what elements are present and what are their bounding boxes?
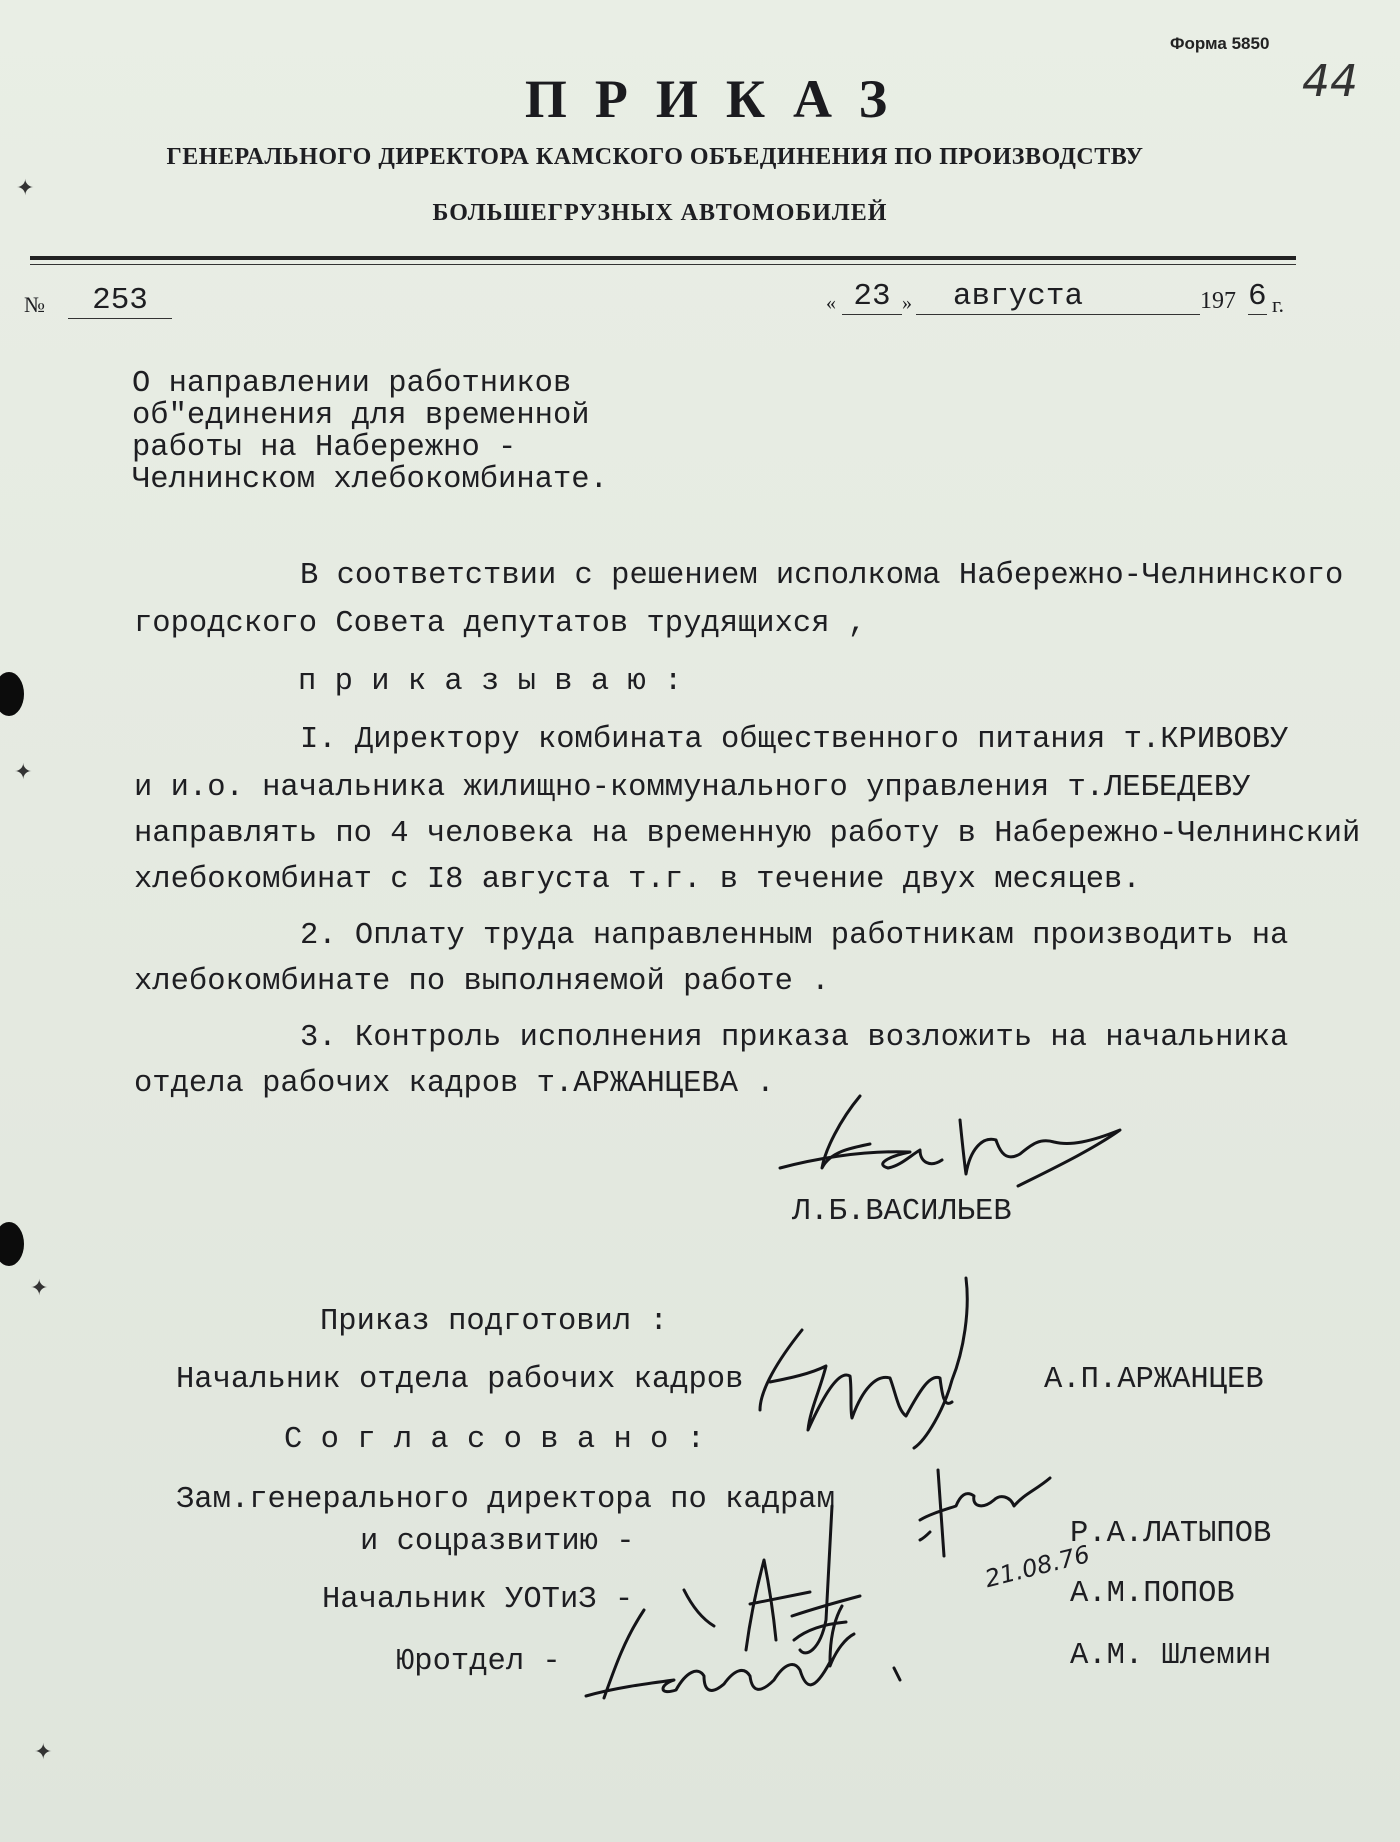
uotiz-label: Начальник УОТиЗ - (322, 1583, 634, 1617)
handwritten-page-number: 44 (1302, 56, 1358, 107)
handwritten-approval-date: 21.08.76 (982, 1540, 1093, 1594)
legal-name: А.М. Шлемин (1070, 1639, 1272, 1673)
approvals-label: С о г л а с о в а н о : (284, 1423, 705, 1457)
issuer-line-1: ГЕНЕРАЛЬНОГО ДИРЕКТОРА КАМСКОГО ОБЪЕДИНЕНИЯ ПО ПРОИЗВОДСТВУ (166, 144, 1144, 170)
date-open-quote: « (826, 292, 836, 314)
header-rule (30, 256, 1296, 260)
preparer-signature (730, 1270, 1020, 1450)
order-number-label: № (24, 292, 45, 317)
pin-hole-mark: ✦ (34, 1740, 53, 1765)
binder-hole (0, 1222, 24, 1266)
signatory-name: Л.Б.ВАСИЛЬЕВ (792, 1195, 1012, 1229)
pin-hole-mark: ✦ (30, 1276, 49, 1301)
prepared-label: Приказ подготовил : (320, 1305, 668, 1339)
order-number: 253 (68, 284, 172, 319)
legal-signature (584, 1580, 934, 1720)
deputy-position-line: и соцразвитию - (360, 1525, 635, 1559)
item-2-line: 2. Оплату труда направленным работникам производить на (300, 919, 1289, 953)
date-year-prefix: 197 (1200, 288, 1236, 314)
deputy-position-line: Зам.генерального директора по кадрам (176, 1483, 835, 1517)
director-signature (770, 1090, 1130, 1190)
pin-hole-mark: ✦ (16, 176, 35, 201)
item-1-line: хлебокомбинат с I8 августа т.г. в течение двух месяцев. (134, 863, 1141, 897)
prepared-position: Начальник отдела рабочих кадров (176, 1363, 744, 1397)
preamble-line: В соответствии с решением исполкома Набережно-Челнинского (300, 559, 1344, 593)
item-1-line: направлять по 4 человека на временную работу в Набережно-Челнинский (134, 817, 1361, 851)
date-year-digit: 6 (1248, 279, 1267, 314)
date-year-suffix: г. (1272, 292, 1285, 317)
item-2-line: хлебокомбинате по выполняемой работе . (134, 965, 830, 999)
subject-line: работы на Набережно - (132, 431, 517, 465)
legal-label: Юротдел - (396, 1645, 561, 1679)
subject-line: об"единения для временной (132, 399, 590, 433)
item-3-line: 3. Контроль исполнения приказа возложить на начальника (300, 1021, 1289, 1055)
order-word: п р и к а з ы в а ю : (298, 665, 683, 699)
pin-hole-mark: ✦ (14, 760, 33, 785)
prepared-name: А.П.АРЖАНЦЕВ (1044, 1363, 1264, 1397)
item-3-line: отдела рабочих кадров т.АРЖАНЦЕВА . (134, 1067, 775, 1101)
subject-line: Челнинском хлебокомбинате. (132, 463, 608, 497)
form-label: Форма 5850 (1170, 34, 1270, 53)
header-rule-thin (30, 264, 1296, 265)
date-close-quote: » (902, 292, 912, 314)
date-day: 23 (842, 280, 902, 315)
uotiz-name: А.М.ПОПОВ (1070, 1577, 1235, 1611)
subject-line: О направлении работников (132, 367, 572, 401)
issuer-line-2: БОЛЬШЕГРУЗНЫХ АВТОМОБИЛЕЙ (432, 200, 888, 226)
document-title: ПРИКАЗ (524, 69, 916, 129)
preamble-line: городского Совета депутатов трудящихся , (134, 607, 867, 641)
item-1-line: и и.о. начальника жилищно-коммунального управления т.ЛЕБЕДЕВУ (134, 771, 1251, 805)
binder-hole (0, 672, 24, 716)
date-month: августа (916, 280, 1200, 315)
item-1-line: I. Директору комбината общественного питания т.КРИВОВУ (300, 723, 1289, 757)
deputy-name: Р.А.ЛАТЫПОВ (1070, 1517, 1272, 1551)
